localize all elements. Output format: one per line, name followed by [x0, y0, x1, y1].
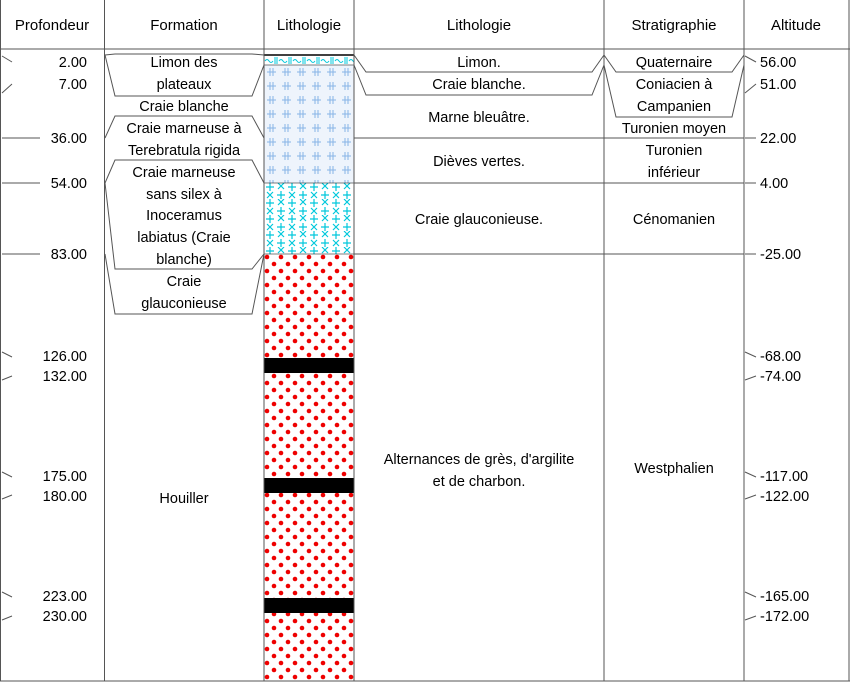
stratigraphy-unit: Quaternaire	[635, 55, 713, 71]
formation-name: sans silex à	[146, 187, 222, 203]
coal-seam	[264, 358, 354, 373]
lithology-description: Marne bleuâtre.	[428, 110, 530, 126]
coal-seam	[264, 478, 354, 493]
depth-label: 36.00	[50, 131, 87, 147]
lithology-description: Alternances de grès, d'argilite	[383, 452, 575, 468]
header-row	[15, 17, 821, 34]
formation-name: plateaux	[156, 77, 212, 93]
depth-ticks	[2, 56, 40, 620]
header-lithologie-text: Lithologie	[446, 17, 512, 34]
loam-layer	[264, 55, 354, 65]
altitude-ticks	[745, 56, 756, 620]
altitude-label: -117.00	[760, 469, 809, 485]
formation-name: Limon des	[150, 55, 218, 71]
lithology-column	[264, 55, 354, 681]
coal-measures-layer	[264, 254, 354, 681]
depth-label: 175.00	[42, 469, 87, 485]
depth-label: 180.00	[42, 489, 87, 505]
depth-label: 7.00	[58, 77, 87, 93]
lithology-description: et de charbon.	[432, 474, 526, 490]
altitude-label: 22.00	[760, 131, 797, 147]
stratigraphy-unit: Turonien	[645, 143, 703, 159]
formation-name: Craie blanche	[139, 99, 229, 115]
formation-name: Craie marneuse à	[126, 121, 242, 137]
formation-name: Craie	[166, 274, 202, 290]
formation-name: Houiller	[159, 491, 209, 507]
stratigraphy-unit: Turonien moyen	[621, 121, 727, 137]
altitude-label: 51.00	[760, 77, 797, 93]
header-profondeur: Profondeur	[14, 17, 90, 34]
stratigraphy-unit: inférieur	[647, 165, 701, 181]
depth-label: 54.00	[50, 176, 87, 192]
depth-label: 2.00	[58, 55, 87, 71]
stratigraphy-unit: Coniacien à	[635, 77, 713, 93]
stratigraphy-unit: Campanien	[636, 99, 712, 115]
altitude-labels	[760, 55, 809, 625]
altitude-label: 4.00	[760, 176, 789, 192]
formation-name: blanche)	[156, 252, 212, 268]
header-stratigraphie: Stratigraphie	[631, 17, 717, 34]
formation-name: Inoceramus	[146, 208, 222, 224]
altitude-label: -68.00	[760, 349, 802, 365]
depth-label: 132.00	[42, 369, 87, 385]
stratigraphy-unit: Cénomanien	[632, 212, 716, 228]
coal-seam	[264, 598, 354, 613]
formation-names	[126, 55, 242, 507]
header-altitude: Altitude	[770, 17, 822, 34]
formation-name: Craie marneuse	[132, 165, 236, 181]
altitude-label: -122.00	[760, 489, 810, 505]
stratigraphy-unit: Westphalien	[634, 461, 714, 477]
stratigraphy-units	[622, 55, 726, 477]
depth-label: 126.00	[42, 349, 87, 365]
altitude-label: -165.00	[760, 589, 810, 605]
altitude-label: -172.00	[760, 609, 810, 625]
altitude-label: 56.00	[760, 55, 797, 71]
altitude-label: -74.00	[760, 369, 802, 385]
formation-name: glauconieuse	[141, 296, 227, 312]
lithology-description: Dièves vertes.	[433, 154, 525, 170]
chalk-layer	[264, 65, 354, 183]
formation-name: Terebratula rigida	[127, 143, 241, 159]
header-formation: Formation	[150, 17, 218, 34]
depth-labels	[43, 55, 87, 625]
lithology-descriptions	[384, 55, 575, 490]
lithology-description: Craie glauconieuse.	[414, 212, 544, 228]
formation-name: labiatus (Craie	[137, 230, 231, 246]
depth-label: 223.00	[42, 589, 87, 605]
depth-label: 230.00	[42, 609, 87, 625]
lithology-description: Limon.	[457, 55, 501, 71]
header-lithologie-graphic: Lithologie	[276, 17, 342, 34]
lithology-description: Craie blanche.	[432, 77, 526, 93]
depth-label: 83.00	[50, 247, 87, 263]
glauconie-layer	[264, 183, 354, 254]
altitude-label: -25.00	[760, 247, 802, 263]
